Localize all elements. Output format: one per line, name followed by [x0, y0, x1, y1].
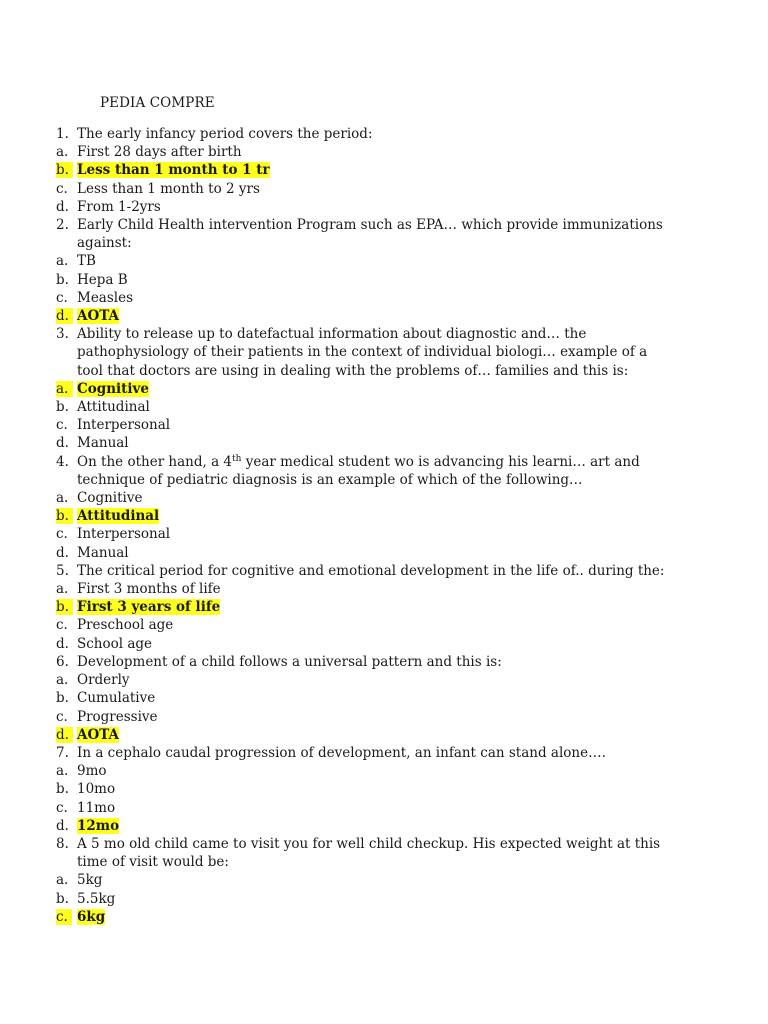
item-text: Development of a child follows a universal pattern and this is:: [77, 653, 502, 670]
item-text: [77, 817, 666, 835]
item-marker: b.: [56, 399, 69, 416]
item-marker: 5.: [56, 562, 69, 579]
item-marker: b.: [56, 599, 74, 616]
document-title: PEDIA COMPRE: [100, 95, 215, 111]
item-text: 9mo: [77, 763, 107, 780]
answer-option-highlighted: [56, 908, 666, 926]
item-marker: 1.: [56, 126, 69, 142]
item-marker: d.: [56, 198, 69, 215]
highlighted-answer: 6kg: [77, 908, 106, 925]
item-text: Ability to release up to datefactual information about diagnostic and… the pathophysiology of their patients in the context of individual biologi… example of a tool that doctors are using in dealing with the problems of… families and this is:: [77, 326, 648, 379]
item-marker: 2.: [56, 217, 69, 234]
question-line: [56, 653, 666, 671]
superscript: th: [232, 453, 242, 464]
item-marker: a.: [56, 581, 69, 598]
item-marker: c.: [56, 526, 68, 543]
item-text: Orderly: [77, 672, 130, 689]
highlighted-answer: Attitudinal: [77, 508, 160, 525]
item-marker: b.: [56, 690, 69, 707]
item-marker: d.: [56, 544, 69, 561]
item-text: Preschool age: [77, 617, 174, 634]
answer-option: [56, 434, 666, 452]
answer-option-highlighted: [56, 817, 666, 835]
answer-option: [56, 890, 666, 908]
answer-option: [56, 489, 666, 507]
item-marker: d.: [56, 726, 74, 743]
item-text: Interpersonal: [77, 526, 171, 543]
item-marker: c.: [56, 617, 68, 634]
item-marker: a.: [56, 253, 69, 270]
question-line: [56, 744, 666, 762]
item-marker: 6.: [56, 653, 69, 670]
answer-option: [56, 671, 666, 689]
question-line: [56, 835, 666, 871]
item-text: Attitudinal: [77, 399, 150, 416]
item-marker: b.: [56, 890, 69, 907]
question-line: [56, 216, 666, 252]
highlighted-answer: First 3 years of life: [77, 599, 221, 616]
item-marker: c.: [56, 289, 68, 306]
item-text: Cumulative: [77, 690, 156, 707]
item-marker: b.: [56, 781, 69, 798]
item-text: [77, 307, 666, 325]
item-marker: d.: [56, 817, 69, 834]
answer-option: [56, 799, 666, 817]
item-marker: a.: [56, 144, 69, 161]
item-marker: a.: [56, 872, 69, 889]
item-text: The early infancy period covers the period:: [77, 126, 373, 142]
item-marker: b.: [56, 508, 74, 525]
answer-option: [56, 252, 666, 270]
item-marker: d.: [56, 635, 69, 652]
item-text: TB: [77, 253, 96, 270]
answer-option-highlighted: [56, 598, 666, 616]
item-text: Measles: [77, 289, 134, 306]
highlighted-answer: Less than 1 month to 1 tr: [77, 162, 270, 179]
item-text: 11mo: [77, 799, 116, 816]
item-marker: c.: [56, 908, 73, 925]
item-text: From 1-2yrs: [77, 198, 161, 215]
highlighted-answer: 12mo: [77, 817, 120, 834]
item-text: A 5 mo old child came to visit you for well child checkup. His expected weight at this time of visit would be:: [77, 835, 661, 871]
answer-option-highlighted: [56, 726, 666, 744]
item-text: School age: [77, 635, 153, 652]
answer-option: [56, 398, 666, 416]
item-text: First 3 months of life: [77, 581, 221, 598]
item-text: [77, 726, 666, 744]
answer-option: [56, 198, 666, 216]
item-marker: b.: [56, 162, 74, 179]
question-line: [56, 453, 666, 489]
item-marker: c.: [56, 708, 68, 725]
highlighted-answer: AOTA: [77, 726, 120, 743]
item-text: Hepa B: [77, 271, 128, 288]
question-line: [56, 325, 666, 380]
item-text: Manual: [77, 435, 129, 452]
answer-option: [56, 180, 666, 198]
answer-option-highlighted: [56, 161, 666, 179]
item-text: First 28 days after birth: [77, 144, 242, 161]
item-text: [77, 380, 666, 398]
answer-option: [56, 780, 666, 798]
answer-option: [56, 616, 666, 634]
item-text: 5.5kg: [77, 890, 116, 907]
answer-option-highlighted: [56, 380, 666, 398]
item-text: Cognitive: [77, 490, 143, 507]
item-text: Progressive: [77, 708, 158, 725]
item-marker: 7.: [56, 744, 69, 761]
answer-option: [56, 143, 666, 161]
item-marker: d.: [56, 308, 74, 325]
answer-option-highlighted: [56, 307, 666, 325]
item-marker: 8.: [56, 835, 69, 852]
item-marker: c.: [56, 799, 68, 816]
item-text: In a cephalo caudal progression of development, an infant can stand alone….: [77, 744, 606, 761]
answer-option: [56, 689, 666, 707]
highlighted-answer: AOTA: [77, 308, 120, 325]
item-text: Manual: [77, 544, 129, 561]
item-text: 5kg: [77, 872, 103, 889]
item-text: Interpersonal: [77, 417, 171, 434]
item-marker: d.: [56, 435, 69, 452]
item-marker: 3.: [56, 326, 69, 343]
question-list: [56, 125, 666, 926]
question-line: [56, 125, 666, 143]
answer-option: [56, 525, 666, 543]
item-marker: a.: [56, 763, 69, 780]
item-text: The critical period for cognitive and emotional development in the life of.. during the:: [77, 562, 665, 579]
item-text: Less than 1 month to 2 yrs: [77, 180, 260, 197]
item-text: On the other hand, a 4th year medical student wo is advancing his learni… art and technique of pediatric diagnosis is an example of which of the following…: [77, 453, 640, 488]
answer-option: [56, 708, 666, 726]
answer-option: [56, 871, 666, 889]
item-marker: a.: [56, 380, 73, 397]
answer-option: [56, 762, 666, 780]
answer-option: [56, 635, 666, 653]
item-text: [77, 507, 666, 525]
item-marker: c.: [56, 417, 68, 434]
item-marker: c.: [56, 180, 68, 197]
item-text: [77, 161, 666, 179]
question-line: [56, 562, 666, 580]
answer-option: [56, 271, 666, 289]
answer-option: [56, 416, 666, 434]
answer-option: [56, 544, 666, 562]
item-marker: a.: [56, 672, 69, 689]
item-text: [77, 908, 666, 926]
item-text: 10mo: [77, 781, 116, 798]
highlighted-answer: Cognitive: [77, 380, 149, 397]
answer-option-highlighted: [56, 507, 666, 525]
item-marker: a.: [56, 490, 69, 507]
answer-option: [56, 580, 666, 598]
item-marker: b.: [56, 271, 69, 288]
item-marker: 4.: [56, 453, 69, 470]
answer-option: [56, 289, 666, 307]
item-text: Early Child Health intervention Program such as EPA… which provide immunizations against:: [77, 217, 663, 252]
item-text: [77, 598, 666, 616]
